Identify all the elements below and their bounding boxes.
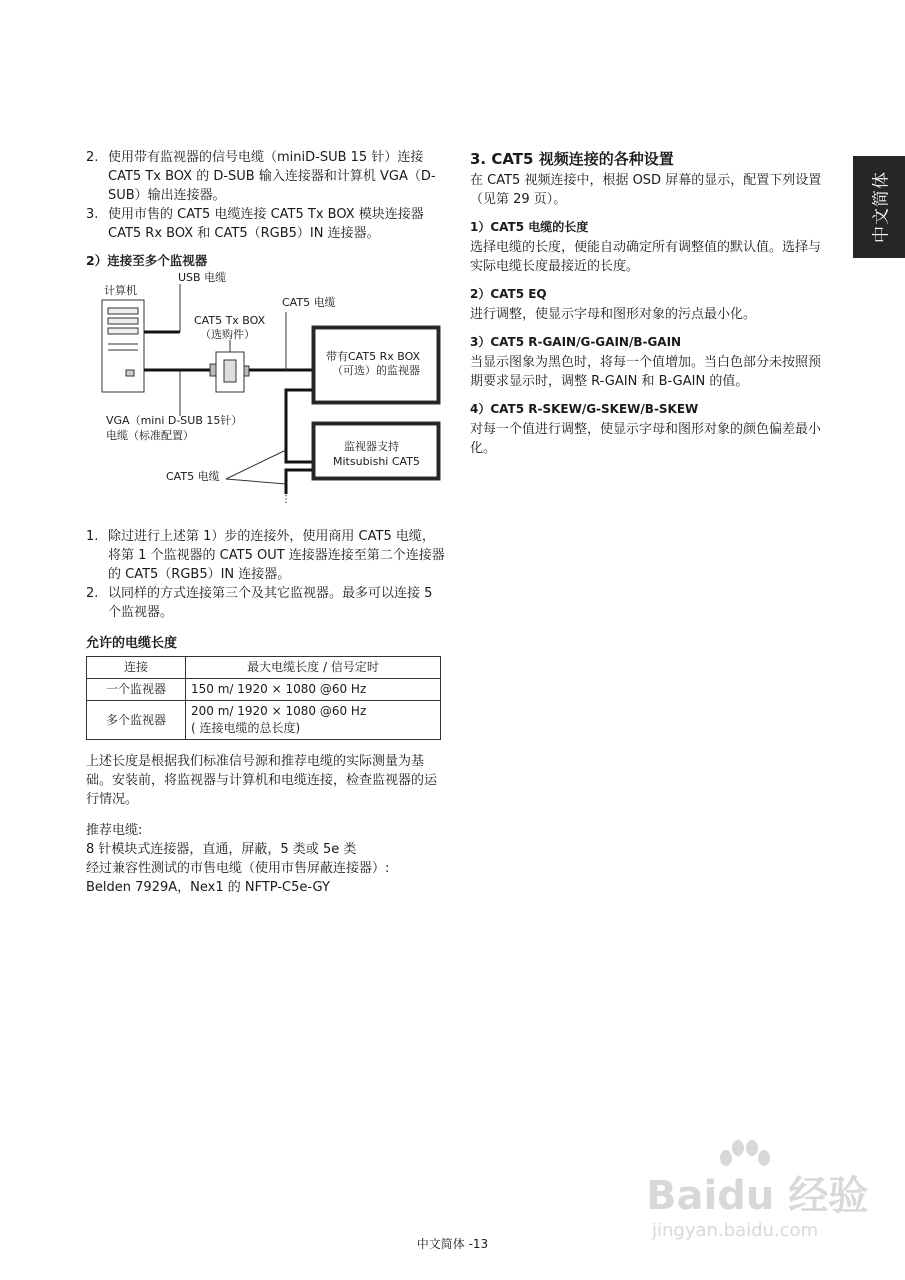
- list-item-number: 2.: [86, 586, 99, 601]
- list-item: [86, 148, 446, 205]
- steps-list-b: [86, 527, 446, 622]
- list-item-number: 2.: [86, 150, 99, 165]
- rec-line: 经过兼容性测试的市售电缆（使用市售屏蔽连接器）:: [86, 861, 390, 876]
- label-continuation-dots: ⋮: [281, 494, 291, 505]
- label-vga-line2: 电缆（标准配置）: [106, 429, 194, 442]
- table-cell-line: ( 连接电缆的总长度): [191, 721, 301, 735]
- side-tab-label: 中文简体: [871, 171, 892, 243]
- left-column: [86, 148, 446, 897]
- table-title: 允许的电缆长度: [86, 636, 178, 651]
- rec-title: 推荐电缆:: [86, 823, 143, 838]
- list-item-text: 使用市售的 CAT5 电缆连接 CAT5 Tx BOX 模块连接器 CAT5 Rx BOX 和 CAT5（RGB5）IN 连接器。: [108, 207, 424, 241]
- section-title: 3. CAT5 视频连接的各种设置: [470, 150, 674, 168]
- section-subhead: 2）连接至多个监视器: [86, 253, 208, 268]
- computer-icon: [102, 300, 144, 392]
- setting-body: 对每一个值进行调整，使显示字母和图形对象的颜色偏差最小化。: [470, 422, 822, 456]
- label-vga-line1: VGA（mini D-SUB 15针）: [106, 414, 243, 427]
- cat5-cable-2: [286, 390, 312, 462]
- table-cell-line: 150 m/ 1920 × 1080 @60 Hz: [191, 682, 367, 696]
- label-tx-optional: （选购件）: [200, 328, 255, 341]
- setting-body: 当显示图象为黑色时，将每一个值增加。当白色部分未按照预期要求显示时，调整 R-GAIN 和 B-GAIN 的值。: [470, 355, 822, 389]
- table-cell: 一个监视器: [87, 679, 186, 701]
- language-side-tab: [853, 156, 905, 258]
- table-cell: [186, 701, 441, 740]
- note-paragraph: 上述长度是根据我们标准信号源和推荐电缆的实际测量为基础。安装前，将监视器与计算机和电缆连接，检查监视器的运行情况。: [86, 754, 438, 807]
- table-header-cell: 最大电缆长度 / 信号定时: [186, 657, 441, 679]
- list-item: [86, 527, 446, 584]
- cat5-bottom-leader-2: [226, 479, 286, 484]
- list-item-number: 1.: [86, 529, 99, 544]
- label-monitor-2-line1: 监视器支持: [344, 440, 399, 453]
- list-item-number: 3.: [86, 207, 99, 222]
- label-monitor-1-line1: 带有CAT5 Rx BOX: [326, 350, 421, 363]
- setting-heading: 4）CAT5 R-SKEW/G-SKEW/B-SKEW: [470, 402, 699, 416]
- table-row: [87, 679, 441, 701]
- label-cat5-top: CAT5 电缆: [282, 296, 336, 309]
- label-usb-cable: USB 电缆: [178, 271, 227, 284]
- baidu-watermark: [612, 1140, 872, 1250]
- label-monitor-1-line2: （可选）的监视器: [332, 364, 420, 377]
- list-item-text: 除过进行上述第 1）步的连接外，使用商用 CAT5 电缆，将第 1 个监视器的 CAT5 OUT 连接器连接至第二个连接器的 CAT5（RGB5）IN 连接器。: [108, 529, 445, 582]
- label-tx-box: CAT5 Tx BOX: [194, 314, 266, 327]
- connection-diagram: [86, 271, 446, 519]
- watermark-url: jingyan.baidu.com: [652, 1220, 819, 1241]
- recommended-cables: [86, 821, 446, 897]
- table-row: [87, 701, 441, 740]
- page-footer: 中文简体 -13: [416, 1237, 489, 1251]
- setting-heading: 2）CAT5 EQ: [470, 287, 547, 301]
- rec-line: Belden 7929A，Nex1 的 NFTP-C5e-GY: [86, 880, 330, 895]
- table-cell: 多个监视器: [87, 701, 186, 740]
- setting-body: 进行调整，使显示字母和图形对象的污点最小化。: [470, 307, 757, 322]
- watermark-logo: Baidu 经验: [646, 1173, 869, 1219]
- label-cat5-bottom: CAT5 电缆: [166, 470, 220, 483]
- table-header-row: [87, 657, 441, 679]
- setting-heading: 3）CAT5 R-GAIN/G-GAIN/B-GAIN: [470, 335, 682, 349]
- label-monitor-2-line2: Mitsubishi CAT5: [333, 455, 420, 468]
- list-item: [86, 205, 446, 243]
- cat5-cable-3: [286, 470, 312, 494]
- tx-box-icon: [210, 352, 249, 392]
- rec-line: 8 针模块式连接器，直通，屏蔽，5 类或 5e 类: [86, 842, 357, 857]
- table-cell-line: 200 m/ 1920 × 1080 @60 Hz: [191, 704, 367, 718]
- label-computer: 计算机: [104, 284, 137, 297]
- setting-body: 选择电缆的长度，便能自动确定所有调整值的默认值。选择与实际电缆长度最接近的长度。: [470, 240, 822, 274]
- list-item: [86, 584, 446, 622]
- setting-heading: 1）CAT5 电缆的长度: [470, 220, 589, 234]
- diagram-graphics: [86, 274, 446, 519]
- cat5-bottom-leader-1: [226, 450, 286, 479]
- list-item-text: 以同样的方式连接第三个及其它监视器。最多可以连接 5 个监视器。: [108, 586, 433, 620]
- table-header-cell: 连接: [87, 657, 186, 679]
- right-column: [470, 148, 832, 458]
- table-cell: [186, 679, 441, 701]
- intro-paragraph: 在 CAT5 视频连接中，根据 OSD 屏幕的显示，配置下列设置（见第 29 页）。: [470, 173, 822, 207]
- cable-length-table: [86, 656, 441, 740]
- steps-list-a: [86, 148, 446, 243]
- list-item-text: 使用带有监视器的信号电缆（miniD-SUB 15 针）连接 CAT5 Tx BOX 的 D-SUB 输入连接器和计算机 VGA（D-SUB）输出连接器。: [108, 150, 436, 203]
